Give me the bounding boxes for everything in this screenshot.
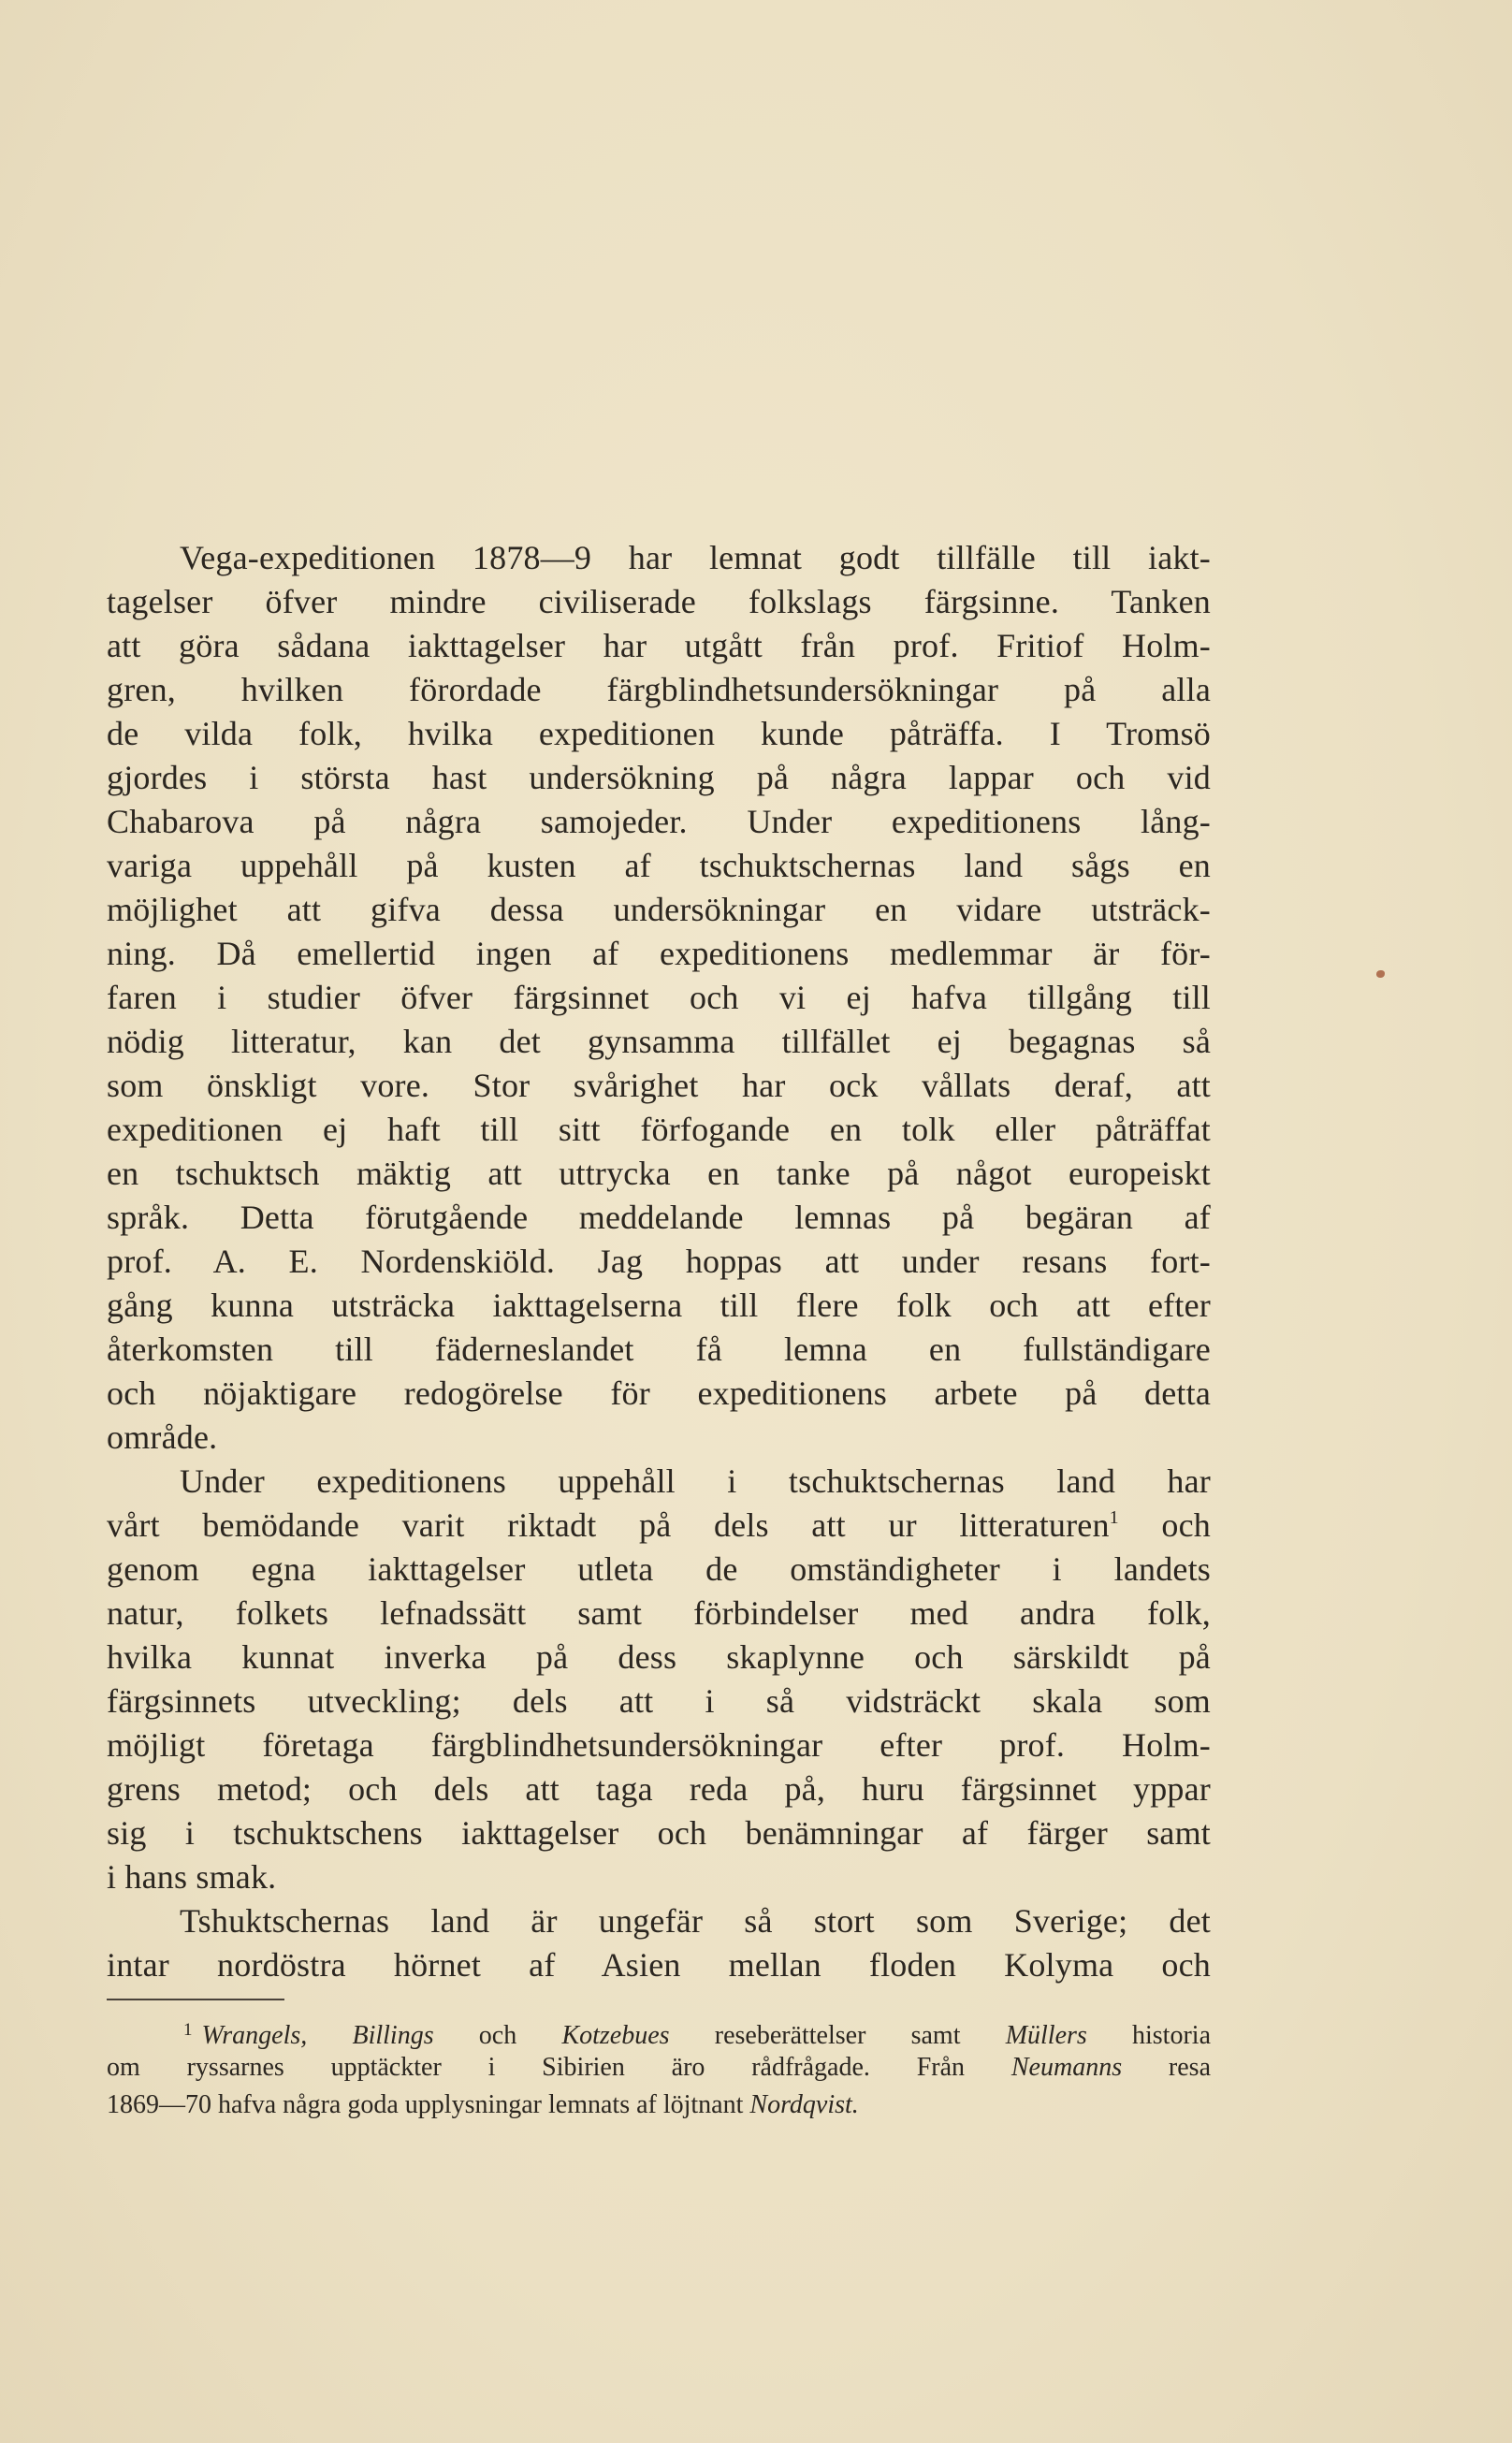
body-line: gren, hvilken förordade färgblindhetsundersökningar på alla: [107, 671, 1211, 708]
footnote-text: och: [433, 2021, 562, 2050]
body-line: att göra sådana iakttagelser har utgått från prof. Fritiof Holm-: [107, 627, 1211, 664]
footnote-author: Müllers: [1005, 2021, 1087, 2050]
body-line: Vega-expeditionen 1878—9 har lemnat godt tillfälle till iakt-: [180, 539, 1211, 576]
footnote-line: [107, 2012, 1211, 2049]
body-line: ning. Då emellertid ingen af expeditionens medlemmar är för-: [107, 935, 1211, 972]
footnote-text: historia: [1086, 2021, 1211, 2050]
body-line: expeditionen ej haft till sitt förfogande en tolk eller påträffat: [107, 1111, 1211, 1148]
body-line: tagelser öfver mindre civiliserade folkslags färgsinne. Tanken: [107, 583, 1211, 620]
body-line: natur, folkets lefnadssätt samt förbindelser med andra folk,: [107, 1594, 1211, 1632]
body-line: Chabarova på några samojeder. Under expeditionens lång-: [107, 803, 1211, 840]
body-line: nödig litteratur, kan det gynsamma tillfället ej begagnas så: [107, 1023, 1211, 1060]
body-line: faren i studier öfver färgsinnet och vi ej hafva tillgång till: [107, 979, 1211, 1016]
body-line: de vilda folk, hvilka expeditionen kunde påträffa. I Tromsö: [107, 715, 1211, 752]
body-line: språk. Detta förutgående meddelande lemnas på begäran af: [107, 1199, 1211, 1236]
body-line: prof. A. E. Nordenskiöld. Jag hoppas att under resans fort-: [107, 1243, 1211, 1280]
footnote-line: [107, 2087, 1211, 2124]
footnote-text: om ryssarnes upptäckter i Sibirien äro rådfrågade. Från: [107, 2053, 1011, 2082]
body-line: grens metod; och dels att taga reda på, huru färgsinnet yppar: [107, 1770, 1211, 1808]
body-line: genom egna iakttagelser utleta de omständigheter i landets: [107, 1550, 1211, 1588]
body-line-text: vårt bemödande varit riktadt på dels att ur litteraturen: [107, 1506, 1110, 1544]
footnote-line: [107, 2049, 1211, 2087]
footnote-reference: 1: [1109, 1507, 1119, 1528]
footnote-author: Kotzebues: [561, 2021, 670, 2050]
body-line: möjlighet att gifva dessa undersökningar en vidare utsträck-: [107, 891, 1211, 928]
body-line-with-footnote-ref: [107, 1504, 1211, 1548]
body-line-tail: och: [1118, 1506, 1211, 1544]
footnote-marker: 1: [183, 2020, 193, 2040]
footnote-author: Billings: [352, 2021, 434, 2050]
body-line: sig i tschuktschens iakttagelser och benämningar af färger samt: [107, 1814, 1211, 1852]
body-line: område.: [107, 1418, 218, 1456]
body-line: Tshuktschernas land är ungefär så stort som Sverige; det: [180, 1902, 1211, 1940]
body-line: en tschuktsch mäktig att uttrycka en tanke på något europeiskt: [107, 1155, 1211, 1192]
footnote-text: reseberättelser samt: [669, 2021, 1006, 2050]
footnote-text: resa: [1122, 2053, 1212, 2082]
body-line: möjligt företaga färgblindhetsundersökningar efter prof. Holm-: [107, 1726, 1211, 1764]
footnote-text: 1869—70 hafva några goda upplysningar lemnats af löjtnant: [107, 2090, 750, 2119]
paper-stain: [1376, 970, 1385, 978]
body-line: som önskligt vore. Stor svårighet har ock vållats deraf, att: [107, 1067, 1211, 1104]
body-line: intar nordöstra hörnet af Asien mellan floden Kolyma och: [107, 1946, 1211, 1984]
body-line: gång kunna utsträcka iakttagelserna till flere folk och att efter: [107, 1287, 1211, 1324]
footnote-author: Wrangels,: [201, 2021, 308, 2050]
body-line: gjordes i största hast undersökning på några lappar och vid: [107, 759, 1211, 796]
body-line: hvilka kunnat inverka på dess skaplynne och särskildt på: [107, 1638, 1211, 1676]
footnote-divider: [107, 1999, 284, 2000]
footnote-author: Nordqvist.: [749, 2090, 859, 2119]
body-line: variga uppehåll på kusten af tschuktschernas land sågs en: [107, 847, 1211, 884]
body-line: i hans smak.: [107, 1858, 277, 1896]
footnote-author: Neumanns: [1010, 2053, 1123, 2082]
body-line: färgsinnets utveckling; dels att i så vidsträckt skala som: [107, 1682, 1211, 1720]
body-line: återkomsten till fäderneslandet få lemna en fullständigare: [107, 1331, 1211, 1368]
footnote: [107, 2012, 1211, 2124]
body-line: Under expeditionens uppehåll i tschuktschernas land har: [180, 1462, 1211, 1500]
body-text: [107, 536, 1211, 1987]
body-line: och nöjaktigare redogörelse för expeditionens arbete på detta: [107, 1374, 1211, 1412]
